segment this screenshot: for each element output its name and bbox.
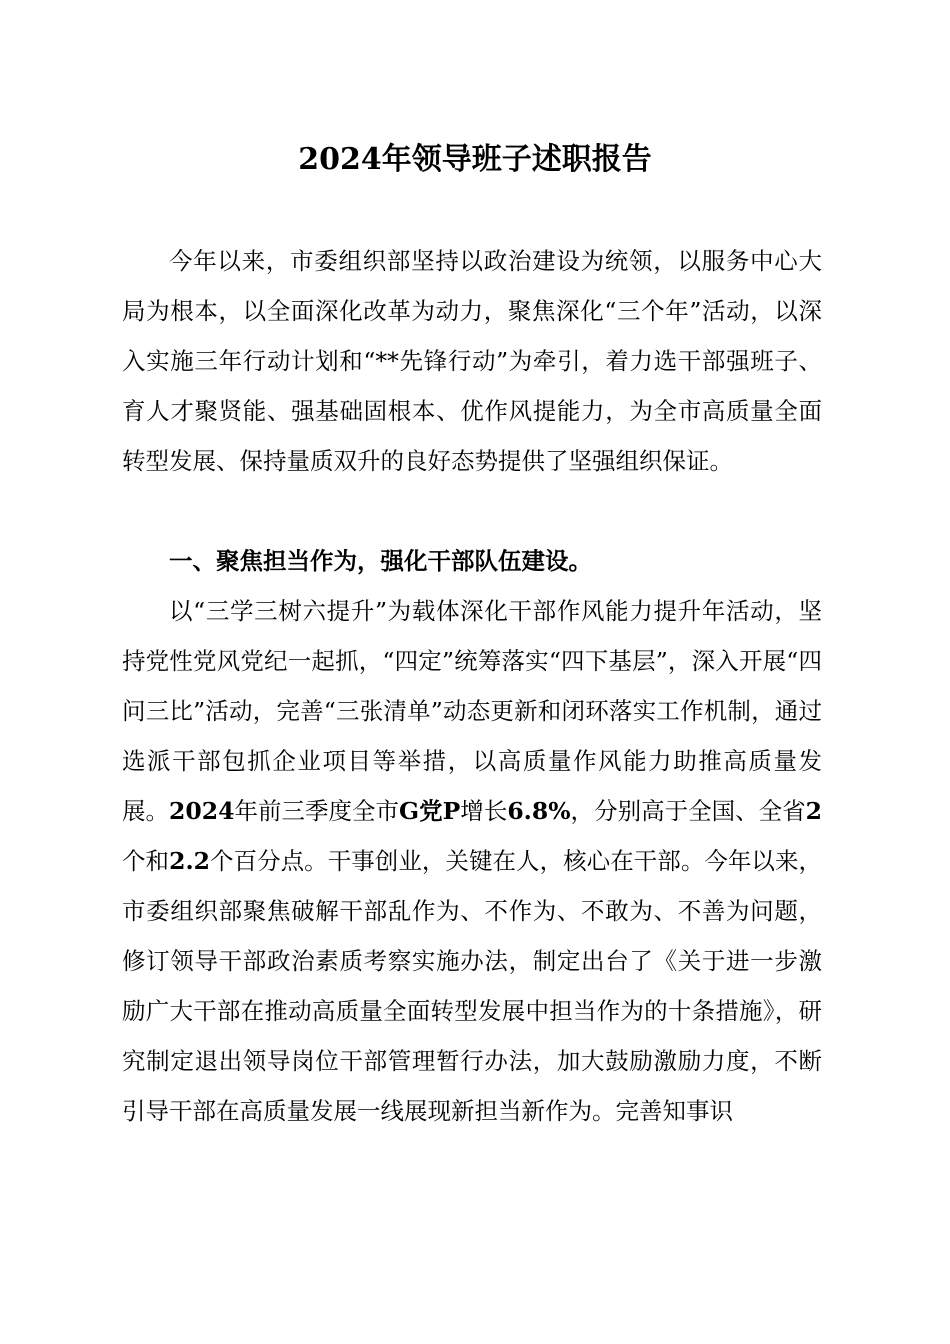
- gdp-term: G党P: [399, 797, 461, 825]
- document-title: 2024年领导班子述职报告: [298, 142, 652, 177]
- paragraph-text: 个百分点。干事创业，关键在人，核心在干部。今年以来，市委组织部聚焦破解干部乱作为、不作为、不敢为、不善为问题，修订领导干部政治素质考察实施办法，制定出台了《关于进一步激励广大干部在推动高质量全面转型发展中担当作为的十条措施》，研究制定退出领导岗位干部管理暂行办法，加大鼓励激励力度，不断引导干部在高质量发展一线展现新担当新作为。完善知事识: [122, 847, 823, 1125]
- paragraph-text: 年前三季度全市: [234, 797, 400, 825]
- paragraph-intro: 今年以来，市委组织部坚持以政治建设为统领，以服务中心大局为根本，以全面深化改革为动力，聚焦深化“三个年”活动，以深入实施三年行动计划和“**先锋行动”为牵引，着力选干部强班子、育人才聚贤能、强基础固根本、优作风提能力，为全市高质量全面转型发展、保持量质双升的良好态势提供了坚强组织保证。: [122, 247, 822, 475]
- paragraph-text: 个和: [122, 847, 170, 875]
- section-heading-1: 一、聚焦担当作为，强化干部队伍建设。: [169, 547, 592, 575]
- figure-provincial: 2.2: [169, 847, 210, 875]
- paragraph-text: 增长: [460, 797, 508, 825]
- figure-national: 2: [805, 797, 823, 825]
- paragraph-section-1: [122, 586, 822, 1136]
- paragraph-text: 以“三学三树六提升”为载体深化干部作风能力提升年活动，坚持党性党风党纪一起抓，“四定”统筹落实“四下基层”，深入开展“四问三比”活动，完善“三张清单”动态更新和闭环落实工作机制，通过选派干部包抓企业项目等举措，以高质量作风能力助推高质量发展。: [122, 597, 822, 825]
- growth-rate: 6.8%: [507, 797, 571, 825]
- year-figure: 2024: [169, 797, 235, 825]
- paragraph-text: ，分别高于全国、全省: [570, 797, 806, 825]
